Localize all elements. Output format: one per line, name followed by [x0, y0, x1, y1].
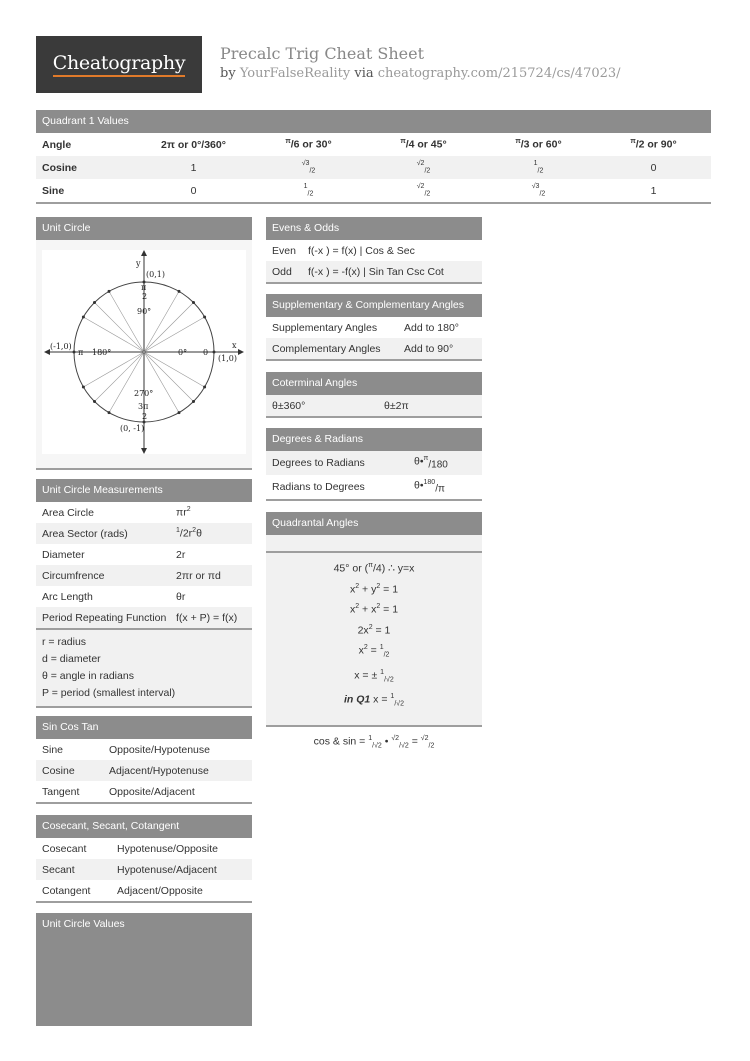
ucvalues-image	[36, 936, 252, 1026]
x-axis-label: x	[232, 341, 237, 350]
angle-0: 2π or 0°/360°	[161, 138, 226, 151]
row-key: Area Sector (rads)	[42, 527, 128, 540]
table-row	[36, 565, 252, 586]
byline	[220, 66, 621, 81]
deg-270: 270°	[134, 389, 154, 398]
row-value: Opposite/Adjacent	[109, 785, 195, 798]
sincostan-title: Sin Cos Tan	[36, 716, 252, 739]
deg-180: 180°	[92, 348, 112, 357]
row-key: Circumfrence	[42, 569, 105, 582]
table-row	[36, 133, 711, 156]
row-key: Period Repeating Function	[42, 611, 167, 624]
note-line: d = diameter	[42, 653, 101, 665]
table-row	[266, 395, 482, 416]
table-row	[36, 760, 252, 781]
cos-0: 1	[190, 161, 197, 174]
coterminal-title: Coterminal Angles	[266, 372, 482, 395]
cosecant-title: Cosecant, Secant, Cotangent	[36, 815, 252, 838]
degrees-radians-panel	[266, 428, 482, 501]
row-key: Odd	[272, 265, 292, 278]
quadrant1-panel	[36, 110, 711, 204]
row-key: Sine	[42, 743, 64, 756]
table-row	[266, 451, 482, 475]
unit-circle-figure	[42, 250, 246, 454]
row-value: $^1/2r^2\theta$	[176, 527, 202, 540]
sin-45: $^{√2}_{/2}$	[416, 183, 431, 198]
table-row	[266, 475, 482, 499]
supplementary-panel	[266, 294, 482, 361]
cheatography-logo[interactable]	[36, 36, 202, 93]
row-value: f(x + P) = f(x)	[176, 611, 238, 624]
row-value: Hypotenuse/Opposite	[117, 842, 218, 855]
row-key: Tangent	[42, 785, 80, 798]
ucvalues-title: Unit Circle Values	[36, 913, 252, 936]
quadrant1-title: Quadrant 1 Values	[36, 110, 711, 133]
row-value: f(-x ) = -f(x) | Sin Tan Csc Cot	[308, 265, 444, 278]
quadrantal-title: Quadrantal Angles	[266, 512, 482, 535]
row-value: 2r	[176, 548, 186, 561]
sine-label: Sine	[42, 184, 65, 197]
note-line: P = period (smallest interval)	[42, 687, 176, 699]
row-key: Cosecant	[42, 842, 87, 855]
unit-circle-panel	[36, 217, 252, 470]
coterminal-panel	[266, 372, 482, 418]
row-value: Hypotenuse/Adjacent	[117, 863, 217, 876]
angle-45: $^\pi$/4 or 45°	[400, 138, 447, 151]
cos-60: $^1_{/2}$	[533, 160, 544, 175]
angle-30: $^\pi$/6 or 30°	[285, 138, 332, 151]
sin-0: 0	[190, 184, 197, 197]
point-0-m1: (0, -1)	[120, 424, 145, 433]
row-value: Add to 180°	[404, 321, 459, 334]
angle-90: $^\pi$/2 or 90°	[630, 138, 677, 151]
table-row	[36, 544, 252, 565]
sincostan-panel	[36, 716, 252, 804]
line-7: in Q1 x = $^1_{/√2}$	[344, 693, 404, 708]
y-axis-label: y	[136, 259, 141, 268]
note-line: r = radius	[42, 636, 87, 648]
sin-90: 1	[650, 184, 657, 197]
row-value: θ•$^{180}$/π	[414, 479, 445, 495]
point-1-0: (1,0)	[218, 354, 237, 363]
pi-over-2-den: 2	[142, 292, 148, 301]
table-row	[36, 586, 252, 607]
logo-text: Cheatography	[53, 52, 186, 77]
point-m1-0: (-1,0)	[50, 342, 72, 351]
sin-60: $^{√3}_{/2}$	[531, 183, 546, 198]
row-value: Adjacent/Opposite	[117, 884, 203, 897]
row-key: Area Circle	[42, 506, 94, 519]
evens-odds-panel	[266, 217, 482, 284]
row-value: Adjacent/Hypotenuse	[109, 764, 209, 777]
line-5: $x^2 = ^1_{/2}$	[358, 644, 390, 659]
row-key: Secant	[42, 863, 75, 876]
line-6: x = ± $^1_{/√2}$	[354, 668, 394, 684]
table-row	[36, 502, 252, 523]
row-value: θ±2π	[384, 399, 409, 412]
row-key: Complementary Angles	[272, 342, 381, 355]
row-key: Diameter	[42, 548, 85, 561]
row-key: θ±360°	[272, 399, 306, 412]
table-row	[36, 838, 252, 859]
table-row	[36, 781, 252, 802]
source-url-link[interactable]: cheatography.com/215724/cs/47023/	[377, 66, 621, 81]
deg-90: 90°	[137, 307, 152, 316]
supp-title: Supplementary & Complementary Angles	[266, 294, 482, 317]
row-value: f(-x ) = f(x) | Cos & Sec	[308, 244, 415, 257]
cos-30: $^{√3}_{/2}$	[301, 160, 316, 175]
row-value: θr	[176, 590, 186, 603]
unit-circle-title: Unit Circle	[36, 217, 252, 240]
row-value: Opposite/Hypotenuse	[109, 743, 210, 756]
row-value: 2πr or πd	[176, 569, 221, 582]
deg-0: 0°	[178, 348, 188, 357]
line-3: $x^2 + x^2 = 1$	[349, 603, 399, 616]
table-row	[36, 739, 252, 760]
cosecant-panel	[36, 815, 252, 903]
quadrantal-panel	[266, 512, 482, 750]
table-row	[36, 607, 252, 628]
row-key: Even	[272, 244, 296, 257]
page-title: Precalc Trig Cheat Sheet	[220, 44, 425, 63]
pi-over-2-num: π	[141, 283, 147, 292]
by-text: by	[220, 66, 236, 81]
unit-circle-values-panel	[36, 913, 252, 1026]
sin-30: $^1_{/2}$	[303, 183, 314, 198]
via-text: via	[354, 66, 374, 81]
table-row	[36, 156, 711, 179]
unit-circle-svg	[42, 250, 246, 454]
line-4: $2x^2 = 1$	[357, 623, 391, 636]
measurements-panel	[36, 479, 252, 708]
table-row	[36, 880, 252, 901]
row-key: Degrees to Radians	[272, 457, 365, 469]
angle-60: $^\pi$/3 or 60°	[515, 138, 562, 151]
row-value: Add to 90°	[404, 342, 454, 355]
point-0-1: (0,1)	[146, 270, 165, 279]
cos-90: 0	[650, 161, 657, 174]
quadrantal-derivation	[266, 553, 482, 750]
measurements-notes	[36, 628, 252, 706]
table-row	[266, 338, 482, 359]
table-row	[266, 240, 482, 261]
measurements-title: Unit Circle Measurements	[36, 479, 252, 502]
rad-pi: π	[78, 348, 84, 357]
line-1: 45° or ($^\pi$/4) ∴ y=x	[333, 562, 415, 575]
evens-title: Evens & Odds	[266, 217, 482, 240]
cosine-label: Cosine	[42, 161, 78, 174]
note-line: θ = angle in radians	[42, 670, 134, 682]
three-pi-over-2-den: 2	[142, 412, 148, 421]
angle-label: Angle	[42, 138, 72, 151]
row-key: Cotangent	[42, 884, 91, 897]
row-key: Supplementary Angles	[272, 321, 378, 334]
row-key: Cosine	[42, 764, 75, 777]
table-row	[36, 859, 252, 880]
three-pi-over-2-num: 3π	[138, 402, 149, 411]
table-row	[36, 523, 252, 544]
cos-45: $^{√2}_{/2}$	[416, 160, 431, 175]
table-row	[266, 317, 482, 338]
line-8: cos & sin = $^1_{/√2}$ • $^{√2}_{/√2}$ = $^{√2}_{/2}$	[313, 734, 435, 750]
table-row	[266, 261, 482, 282]
line-2: $x^2 + y^2 = 1$	[349, 582, 399, 595]
row-key: Radians to Degrees	[272, 481, 365, 493]
degrad-title: Degrees & Radians	[266, 428, 482, 451]
table-row	[36, 179, 711, 202]
rad-0: 0	[203, 348, 209, 357]
row-key: Arc Length	[42, 590, 93, 603]
author-link[interactable]: YourFalseReality	[239, 66, 351, 81]
row-value: θ•$^\pi$/180	[414, 455, 448, 471]
row-value: $\pi r^2$	[176, 506, 191, 519]
